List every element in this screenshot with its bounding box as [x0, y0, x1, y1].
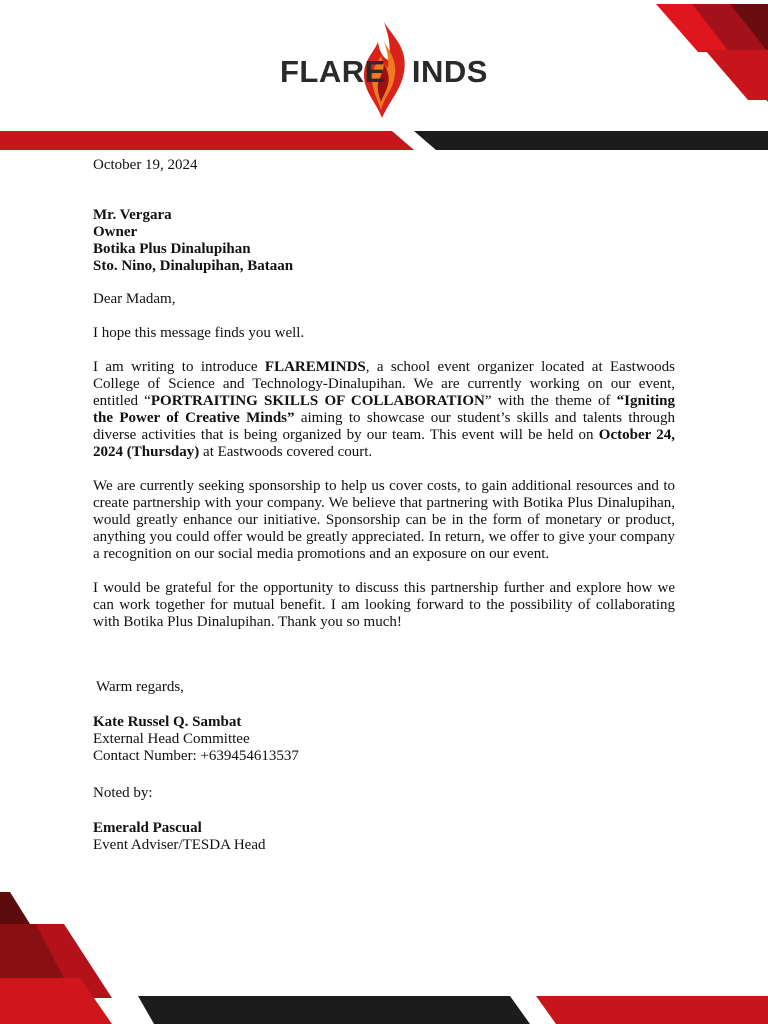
intro-event-title: PORTRAITING SKILLS OF COLLABORATION	[150, 393, 485, 409]
intro-text-5: at Eastwoods covered court.	[199, 444, 373, 460]
paragraph-sponsorship: We are currently seeking sponsorship to help us cover costs, to gain additional resources and to create partnership with your company. We believe that partnering with Botika Plus Dinalupihan, would greatly enhance our initiative. Sponsorship can be in the form of monetary or product, anything you could offer would be greatly appreciated. In return, we offer to give your company a recognition on our social media promotions and an exposure on our event.	[93, 478, 675, 562]
recipient-name: Mr. Vergara	[93, 207, 172, 223]
paragraph-closing: I would be grateful for the opportunity to discuss this partnership further and explore how we can work together for mutual benefit. I am looking forward to the possibility of collaborating with Botika Plus Dinalupihan. Thank you so much!	[93, 580, 675, 630]
recipient-title: Owner	[93, 224, 138, 240]
noter-name: Emerald Pascual	[93, 820, 202, 836]
letter-body	[93, 157, 675, 854]
intro-event-theme: “Igniting the Power of Creative Minds”	[93, 393, 676, 426]
intro-text-3: ” with the theme of	[484, 393, 617, 409]
logo-text-inds: INDS	[411, 54, 488, 89]
header-red-bar	[0, 131, 414, 150]
header-corner-mid	[705, 50, 768, 100]
logo-wordmark	[280, 52, 488, 92]
footer-maroon-tri	[0, 892, 30, 924]
header-black-bar	[414, 131, 768, 150]
sender-contact: Contact Number: +639454613537	[93, 748, 299, 764]
sender-name: Kate Russel Q. Sambat	[93, 714, 242, 730]
recipient-address: Sto. Nino, Dinalupihan, Bataan	[93, 258, 294, 274]
intro-text-2: , a school event organizer located at Eastwoods College of Science and Technology-Dinalupihan. We are currently working on our event, entitled “	[93, 359, 675, 409]
footer-decoration	[0, 880, 768, 1024]
recipient-company: Botika Plus Dinalupihan	[93, 241, 251, 257]
sender-role: External Head Committee	[93, 731, 250, 747]
noted-by-label: Noted by:	[93, 785, 153, 801]
recipient-block	[93, 207, 675, 275]
letter-date: October 19, 2024	[93, 157, 198, 173]
noter-role: Event Adviser/TESDA Head	[93, 837, 266, 853]
sender-block	[93, 714, 675, 765]
intro-org-name: FLAREMINDS	[264, 359, 366, 375]
logo-text-flare: FLARE	[280, 54, 386, 89]
noter-block	[93, 820, 675, 854]
footer-red-right	[536, 996, 768, 1024]
flareminds-logo	[280, 20, 500, 120]
intro-event-date: October 24, 2024 (Thursday)	[93, 427, 675, 460]
intro-text-4: aiming to showcase our student’s skills and talents through diverse activities that is being organized by our team. This event will be held on	[93, 410, 675, 443]
opening-line: I hope this message finds you well.	[93, 325, 305, 341]
footer-black-bar	[138, 996, 530, 1024]
intro-text-1: I am writing to introduce	[93, 359, 265, 375]
salutation: Dear Madam,	[93, 291, 176, 307]
paragraph-introduction	[93, 359, 675, 461]
closing-line: Warm regards,	[96, 679, 184, 695]
